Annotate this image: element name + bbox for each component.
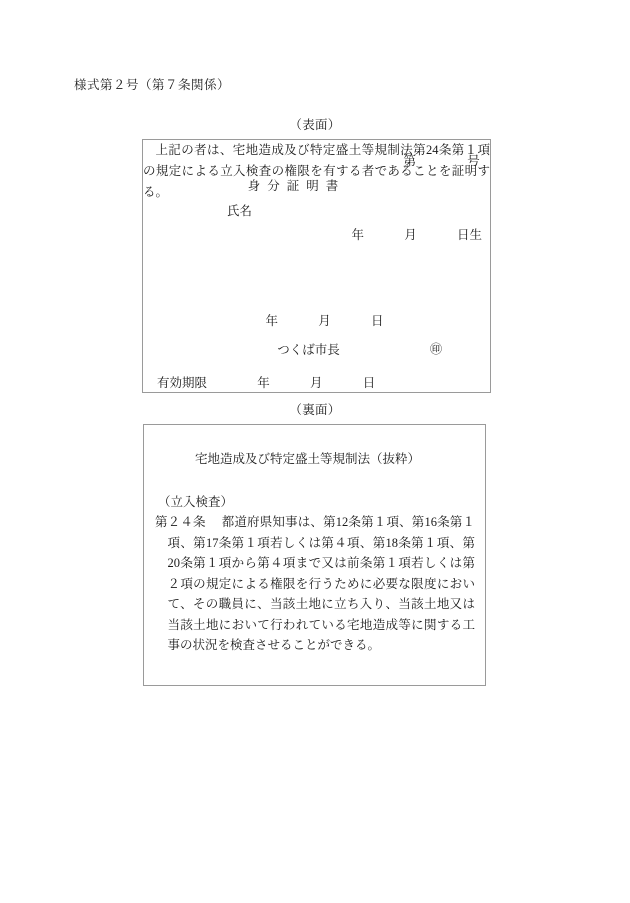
certification-statement: 上記の者は、宅地造成及び特定盛土等規制法第24条第１項の規定による立入検査の権限を有する者であることを証明する。	[143, 143, 490, 199]
law-section-heading: （立入検査）	[158, 495, 234, 509]
front-side-caption: （表面）	[289, 118, 341, 132]
law-article-text: 都道府県知事は、第12条第１項、第16条第１項、第17条第１項若しくは第４項、第18条第１項、第20条第１項から第４項まで又は前条第１項若しくは第２項の規定による権限を行うために必要な限度において、その職員に、当該土地に立ち入り、当該土地又は当該土地において行われている宅地造成等に関する工事の状況を検査させることができる。	[167, 515, 475, 652]
back-side-card	[143, 424, 486, 686]
expiry-label: 有効期限	[157, 376, 208, 390]
issuer-name: つくば市長	[277, 343, 340, 357]
name-label: 氏名	[227, 204, 253, 218]
law-title: 宅地造成及び特定盛土等規制法（抜粋）	[194, 452, 420, 466]
back-side-caption: （裏面）	[289, 403, 341, 417]
expiry-year-label: 年	[257, 376, 270, 390]
law-article-block	[155, 512, 475, 656]
expiry-date-field	[157, 373, 375, 391]
expiry-month-label: 月	[310, 376, 323, 390]
front-side-card	[142, 139, 491, 393]
issue-month-label: 月	[318, 314, 331, 328]
law-article-label: 第２４条	[155, 515, 206, 529]
birth-year-label: 年	[351, 228, 364, 242]
birth-month-label: 月	[404, 228, 417, 242]
certificate-title: 身分証明書	[247, 179, 346, 193]
issue-year-label: 年	[265, 314, 278, 328]
issue-day-label: 日	[371, 314, 384, 328]
birthdate-field	[351, 225, 482, 243]
birth-day-label: 日生	[456, 228, 482, 242]
certificate-number-suffix: 号	[467, 154, 480, 168]
seal-icon: ㊞	[429, 342, 442, 356]
law-article-gap	[209, 515, 222, 529]
certificate-number-label: 第	[403, 154, 417, 168]
issue-date-field	[143, 311, 490, 329]
form-number-heading: 様式第２号（第７条関係）	[74, 78, 231, 92]
certificate-number-field	[404, 151, 481, 169]
law-article-text-wrap	[155, 512, 475, 656]
expiry-day-label: 日	[362, 376, 376, 390]
